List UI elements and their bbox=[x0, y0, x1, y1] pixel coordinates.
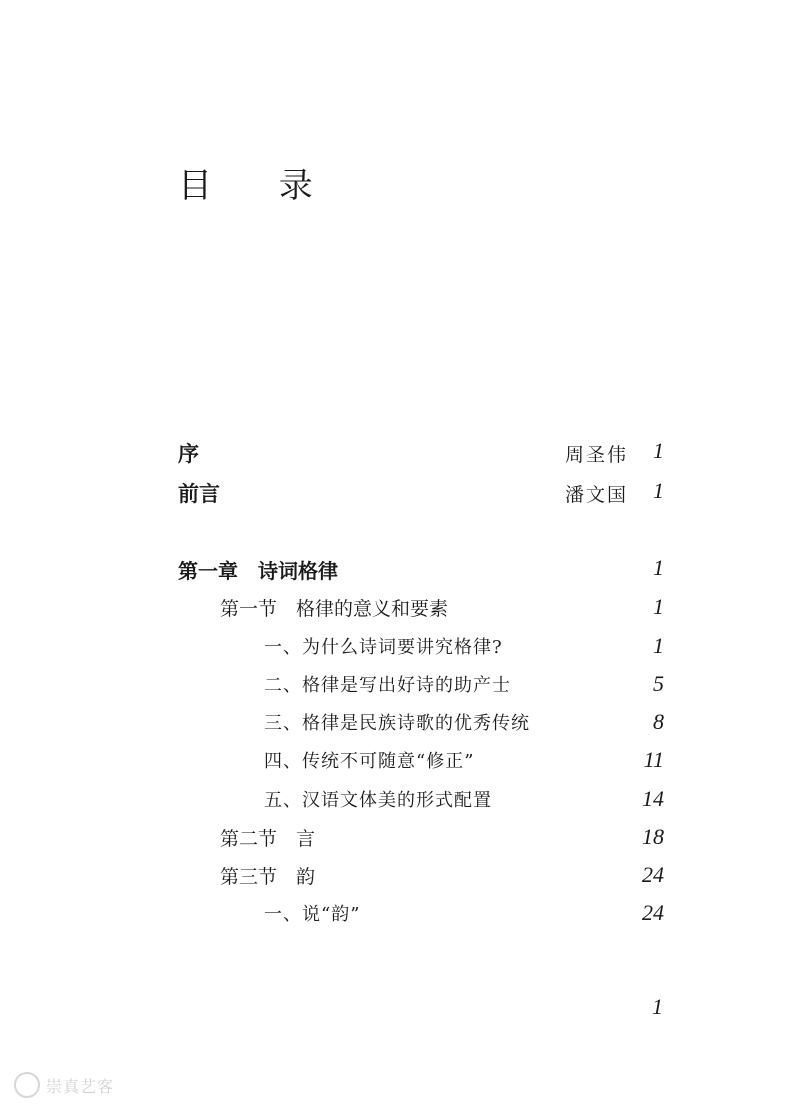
toc-entry-item[interactable] bbox=[178, 633, 664, 663]
toc-entry-item[interactable] bbox=[178, 747, 664, 777]
entry-author: 周圣伟 bbox=[564, 444, 628, 466]
artpro-logo-icon bbox=[14, 1072, 40, 1098]
entry-page-number: 11 bbox=[643, 747, 664, 772]
page-title: 目 录 bbox=[178, 166, 341, 206]
item-label: 一、说“韵” bbox=[264, 904, 361, 925]
section-label: 第一节 格律的意义和要素 bbox=[220, 598, 449, 620]
entry-page-number: 1 bbox=[653, 555, 664, 580]
item-label: 三、格律是民族诗歌的优秀传统 bbox=[264, 713, 530, 734]
entry-page-number: 1 bbox=[653, 594, 664, 619]
folio-page-number: 1 bbox=[652, 994, 663, 1019]
toc-entry-section-2[interactable] bbox=[178, 824, 664, 854]
section-label: 第三节 韵 bbox=[220, 866, 316, 888]
entry-page-number: 1 bbox=[653, 478, 664, 503]
item-label: 一、为什么诗词要讲究格律? bbox=[264, 637, 503, 658]
watermark bbox=[14, 1072, 114, 1098]
entry-page-number: 14 bbox=[642, 786, 664, 811]
item-label: 五、汉语文体美的形式配置 bbox=[264, 790, 492, 811]
toc-entry-chapter-1[interactable] bbox=[178, 555, 664, 585]
watermark-text: 崇真艺客 bbox=[46, 1076, 115, 1096]
entry-page-number: 5 bbox=[653, 671, 664, 696]
toc-entry-item[interactable] bbox=[178, 709, 664, 739]
toc-entry-section-3[interactable] bbox=[178, 862, 664, 892]
item-label: 四、传统不可随意“修正” bbox=[264, 751, 475, 772]
toc-entry-item[interactable] bbox=[178, 900, 664, 930]
entry-author: 潘文国 bbox=[564, 484, 628, 506]
entry-page-number: 24 bbox=[642, 862, 664, 887]
entry-label: 前言 bbox=[178, 482, 220, 506]
entry-page-number: 24 bbox=[642, 900, 664, 925]
chapter-label: 第一章 诗词格律 bbox=[178, 559, 338, 583]
entry-page-number: 1 bbox=[653, 633, 664, 658]
toc-entry-foreword[interactable] bbox=[178, 478, 664, 508]
item-label: 二、格律是写出好诗的助产士 bbox=[264, 675, 511, 696]
entry-page-number: 1 bbox=[653, 438, 664, 463]
entry-label: 序 bbox=[178, 442, 199, 466]
toc-entry-preface[interactable] bbox=[178, 438, 664, 468]
entry-page-number: 8 bbox=[653, 709, 664, 734]
toc-entry-item[interactable] bbox=[178, 786, 664, 816]
toc-entry-section-1[interactable] bbox=[178, 594, 664, 624]
toc-entry-item[interactable] bbox=[178, 671, 664, 701]
entry-page-number: 18 bbox=[642, 824, 664, 849]
section-label: 第二节 言 bbox=[220, 828, 316, 850]
